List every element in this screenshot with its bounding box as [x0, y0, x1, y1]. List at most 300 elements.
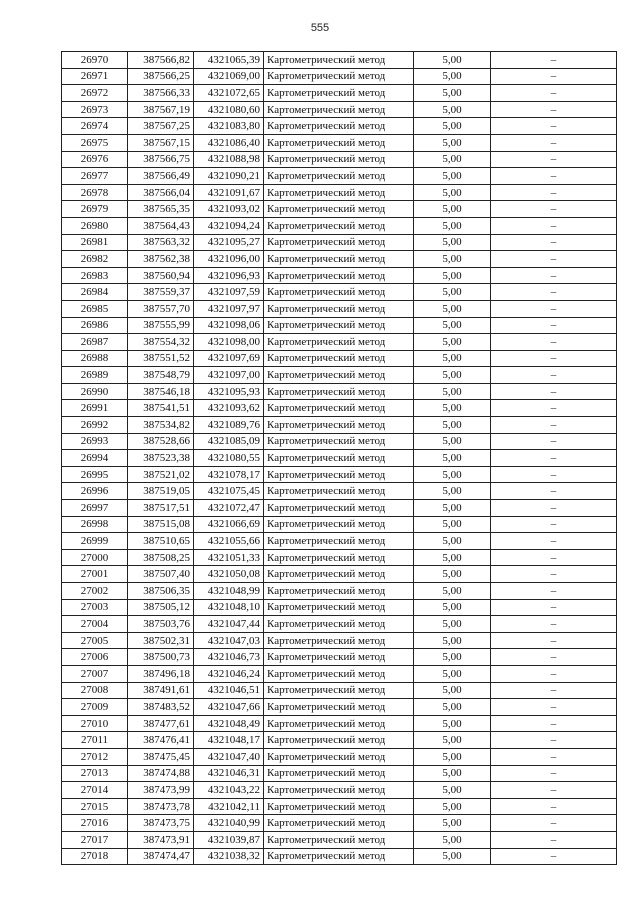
x-coordinate-cell: 387474,88 [128, 765, 194, 782]
y-coordinate-cell: 4321046,31 [194, 765, 264, 782]
point-number-cell: 27015 [62, 798, 128, 815]
accuracy-cell: 5,00 [414, 699, 491, 716]
page-number: 555 [310, 22, 330, 34]
x-coordinate-cell: 387563,32 [128, 234, 194, 251]
note-cell: – [491, 500, 617, 517]
accuracy-cell: 5,00 [414, 367, 491, 384]
note-cell: – [491, 516, 617, 533]
y-coordinate-cell: 4321096,00 [194, 251, 264, 268]
method-cell: Картометрический метод [264, 168, 414, 185]
y-coordinate-cell: 4321095,27 [194, 234, 264, 251]
accuracy-cell: 5,00 [414, 201, 491, 218]
method-cell: Картометрический метод [264, 732, 414, 749]
note-cell: – [491, 533, 617, 550]
y-coordinate-cell: 4321055,66 [194, 533, 264, 550]
table-row [62, 649, 617, 666]
note-cell: – [491, 632, 617, 649]
table-row [62, 134, 617, 151]
method-cell: Картометрический метод [264, 400, 414, 417]
accuracy-cell: 5,00 [414, 151, 491, 168]
point-number-cell: 26974 [62, 118, 128, 135]
y-coordinate-cell: 4321046,24 [194, 665, 264, 682]
point-number-cell: 27003 [62, 599, 128, 616]
y-coordinate-cell: 4321040,99 [194, 815, 264, 832]
accuracy-cell: 5,00 [414, 134, 491, 151]
table-row [62, 267, 617, 284]
point-number-cell: 26975 [62, 134, 128, 151]
accuracy-cell: 5,00 [414, 748, 491, 765]
table-row [62, 566, 617, 583]
accuracy-cell: 5,00 [414, 52, 491, 69]
x-coordinate-cell: 387566,82 [128, 52, 194, 69]
point-number-cell: 26972 [62, 85, 128, 102]
point-number-cell: 26970 [62, 52, 128, 69]
method-cell: Картометрический метод [264, 699, 414, 716]
y-coordinate-cell: 4321047,44 [194, 616, 264, 633]
y-coordinate-cell: 4321048,49 [194, 715, 264, 732]
note-cell: – [491, 417, 617, 434]
accuracy-cell: 5,00 [414, 251, 491, 268]
table-row [62, 831, 617, 848]
point-number-cell: 26987 [62, 334, 128, 351]
x-coordinate-cell: 387554,32 [128, 334, 194, 351]
y-coordinate-cell: 4321091,67 [194, 184, 264, 201]
method-cell: Картометрический метод [264, 616, 414, 633]
table-row [62, 848, 617, 865]
note-cell: – [491, 217, 617, 234]
method-cell: Картометрический метод [264, 450, 414, 467]
table-row [62, 234, 617, 251]
method-cell: Картометрический метод [264, 599, 414, 616]
method-cell: Картометрический метод [264, 533, 414, 550]
point-number-cell: 27014 [62, 782, 128, 799]
note-cell: – [491, 68, 617, 85]
y-coordinate-cell: 4321042,11 [194, 798, 264, 815]
note-cell: – [491, 815, 617, 832]
point-number-cell: 26982 [62, 251, 128, 268]
table-row [62, 466, 617, 483]
table-row [62, 85, 617, 102]
y-coordinate-cell: 4321065,39 [194, 52, 264, 69]
point-number-cell: 26980 [62, 217, 128, 234]
note-cell: – [491, 450, 617, 467]
accuracy-cell: 5,00 [414, 732, 491, 749]
note-cell: – [491, 350, 617, 367]
coordinates-table [61, 51, 617, 865]
method-cell: Картометрический метод [264, 300, 414, 317]
y-coordinate-cell: 4321093,62 [194, 400, 264, 417]
point-number-cell: 26989 [62, 367, 128, 384]
table-row [62, 118, 617, 135]
method-cell: Картометрический метод [264, 583, 414, 600]
x-coordinate-cell: 387477,61 [128, 715, 194, 732]
accuracy-cell: 5,00 [414, 848, 491, 865]
point-number-cell: 26983 [62, 267, 128, 284]
y-coordinate-cell: 4321050,08 [194, 566, 264, 583]
method-cell: Картометрический метод [264, 317, 414, 334]
note-cell: – [491, 798, 617, 815]
y-coordinate-cell: 4321089,76 [194, 417, 264, 434]
method-cell: Картометрический метод [264, 549, 414, 566]
point-number-cell: 26991 [62, 400, 128, 417]
note-cell: – [491, 566, 617, 583]
accuracy-cell: 5,00 [414, 583, 491, 600]
point-number-cell: 26973 [62, 101, 128, 118]
table-row [62, 748, 617, 765]
table-row [62, 665, 617, 682]
x-coordinate-cell: 387528,66 [128, 433, 194, 450]
y-coordinate-cell: 4321088,98 [194, 151, 264, 168]
method-cell: Картометрический метод [264, 267, 414, 284]
accuracy-cell: 5,00 [414, 665, 491, 682]
accuracy-cell: 5,00 [414, 483, 491, 500]
y-coordinate-cell: 4321097,00 [194, 367, 264, 384]
method-cell: Картометрический метод [264, 151, 414, 168]
method-cell: Картометрический метод [264, 848, 414, 865]
table-row [62, 616, 617, 633]
y-coordinate-cell: 4321069,00 [194, 68, 264, 85]
note-cell: – [491, 134, 617, 151]
table-row [62, 201, 617, 218]
note-cell: – [491, 168, 617, 185]
point-number-cell: 26993 [62, 433, 128, 450]
table-row [62, 383, 617, 400]
table-row [62, 599, 617, 616]
point-number-cell: 27016 [62, 815, 128, 832]
table-row [62, 450, 617, 467]
method-cell: Картометрический метод [264, 367, 414, 384]
table-row [62, 732, 617, 749]
point-number-cell: 26976 [62, 151, 128, 168]
table-row [62, 583, 617, 600]
x-coordinate-cell: 387506,35 [128, 583, 194, 600]
accuracy-cell: 5,00 [414, 533, 491, 550]
point-number-cell: 26977 [62, 168, 128, 185]
note-cell: – [491, 334, 617, 351]
y-coordinate-cell: 4321039,87 [194, 831, 264, 848]
note-cell: – [491, 616, 617, 633]
method-cell: Картометрический метод [264, 334, 414, 351]
x-coordinate-cell: 387541,51 [128, 400, 194, 417]
accuracy-cell: 5,00 [414, 433, 491, 450]
method-cell: Картометрический метод [264, 516, 414, 533]
point-number-cell: 26978 [62, 184, 128, 201]
table-row [62, 101, 617, 118]
point-number-cell: 27013 [62, 765, 128, 782]
x-coordinate-cell: 387546,18 [128, 383, 194, 400]
method-cell: Картометрический метод [264, 118, 414, 135]
accuracy-cell: 5,00 [414, 632, 491, 649]
method-cell: Картометрический метод [264, 782, 414, 799]
table-row [62, 682, 617, 699]
x-coordinate-cell: 387505,12 [128, 599, 194, 616]
method-cell: Картометрический метод [264, 649, 414, 666]
x-coordinate-cell: 387507,40 [128, 566, 194, 583]
accuracy-cell: 5,00 [414, 450, 491, 467]
x-coordinate-cell: 387566,49 [128, 168, 194, 185]
accuracy-cell: 5,00 [414, 516, 491, 533]
method-cell: Картометрический метод [264, 831, 414, 848]
table-row [62, 815, 617, 832]
accuracy-cell: 5,00 [414, 217, 491, 234]
note-cell: – [491, 732, 617, 749]
accuracy-cell: 5,00 [414, 815, 491, 832]
table-row [62, 715, 617, 732]
note-cell: – [491, 583, 617, 600]
y-coordinate-cell: 4321047,66 [194, 699, 264, 716]
note-cell: – [491, 831, 617, 848]
x-coordinate-cell: 387557,70 [128, 300, 194, 317]
y-coordinate-cell: 4321047,40 [194, 748, 264, 765]
method-cell: Картометрический метод [264, 765, 414, 782]
x-coordinate-cell: 387500,73 [128, 649, 194, 666]
point-number-cell: 26990 [62, 383, 128, 400]
x-coordinate-cell: 387567,25 [128, 118, 194, 135]
x-coordinate-cell: 387566,33 [128, 85, 194, 102]
table-row [62, 251, 617, 268]
method-cell: Картометрический метод [264, 234, 414, 251]
table-row [62, 184, 617, 201]
point-number-cell: 27001 [62, 566, 128, 583]
x-coordinate-cell: 387473,78 [128, 798, 194, 815]
x-coordinate-cell: 387523,38 [128, 450, 194, 467]
table-row [62, 516, 617, 533]
method-cell: Картометрический метод [264, 201, 414, 218]
accuracy-cell: 5,00 [414, 68, 491, 85]
x-coordinate-cell: 387566,75 [128, 151, 194, 168]
method-cell: Картометрический метод [264, 217, 414, 234]
point-number-cell: 26985 [62, 300, 128, 317]
x-coordinate-cell: 387560,94 [128, 267, 194, 284]
method-cell: Картометрический метод [264, 500, 414, 517]
accuracy-cell: 5,00 [414, 466, 491, 483]
note-cell: – [491, 251, 617, 268]
accuracy-cell: 5,00 [414, 599, 491, 616]
x-coordinate-cell: 387566,04 [128, 184, 194, 201]
method-cell: Картометрический метод [264, 748, 414, 765]
accuracy-cell: 5,00 [414, 500, 491, 517]
x-coordinate-cell: 387565,35 [128, 201, 194, 218]
method-cell: Картометрический метод [264, 815, 414, 832]
accuracy-cell: 5,00 [414, 417, 491, 434]
x-coordinate-cell: 387475,45 [128, 748, 194, 765]
accuracy-cell: 5,00 [414, 798, 491, 815]
point-number-cell: 26998 [62, 516, 128, 533]
accuracy-cell: 5,00 [414, 118, 491, 135]
point-number-cell: 27006 [62, 649, 128, 666]
note-cell: – [491, 549, 617, 566]
x-coordinate-cell: 387496,18 [128, 665, 194, 682]
y-coordinate-cell: 4321086,40 [194, 134, 264, 151]
accuracy-cell: 5,00 [414, 101, 491, 118]
accuracy-cell: 5,00 [414, 184, 491, 201]
note-cell: – [491, 483, 617, 500]
accuracy-cell: 5,00 [414, 782, 491, 799]
x-coordinate-cell: 387521,02 [128, 466, 194, 483]
y-coordinate-cell: 4321093,02 [194, 201, 264, 218]
x-coordinate-cell: 387510,65 [128, 533, 194, 550]
accuracy-cell: 5,00 [414, 616, 491, 633]
y-coordinate-cell: 4321048,17 [194, 732, 264, 749]
method-cell: Картометрический метод [264, 284, 414, 301]
x-coordinate-cell: 387508,25 [128, 549, 194, 566]
table-row [62, 483, 617, 500]
x-coordinate-cell: 387476,41 [128, 732, 194, 749]
accuracy-cell: 5,00 [414, 317, 491, 334]
method-cell: Картометрический метод [264, 184, 414, 201]
note-cell: – [491, 151, 617, 168]
accuracy-cell: 5,00 [414, 549, 491, 566]
accuracy-cell: 5,00 [414, 682, 491, 699]
accuracy-cell: 5,00 [414, 715, 491, 732]
note-cell: – [491, 599, 617, 616]
y-coordinate-cell: 4321085,09 [194, 433, 264, 450]
note-cell: – [491, 317, 617, 334]
table-row [62, 433, 617, 450]
y-coordinate-cell: 4321072,47 [194, 500, 264, 517]
table-row [62, 400, 617, 417]
y-coordinate-cell: 4321098,06 [194, 317, 264, 334]
note-cell: – [491, 52, 617, 69]
point-number-cell: 27004 [62, 616, 128, 633]
table-row [62, 500, 617, 517]
accuracy-cell: 5,00 [414, 765, 491, 782]
method-cell: Картометрический метод [264, 52, 414, 69]
method-cell: Картометрический метод [264, 566, 414, 583]
x-coordinate-cell: 387491,61 [128, 682, 194, 699]
point-number-cell: 27009 [62, 699, 128, 716]
y-coordinate-cell: 4321038,32 [194, 848, 264, 865]
y-coordinate-cell: 4321048,10 [194, 599, 264, 616]
y-coordinate-cell: 4321097,97 [194, 300, 264, 317]
note-cell: – [491, 665, 617, 682]
method-cell: Картометрический метод [264, 798, 414, 815]
x-coordinate-cell: 387473,99 [128, 782, 194, 799]
x-coordinate-cell: 387519,05 [128, 483, 194, 500]
y-coordinate-cell: 4321097,69 [194, 350, 264, 367]
point-number-cell: 27010 [62, 715, 128, 732]
point-number-cell: 27000 [62, 549, 128, 566]
note-cell: – [491, 400, 617, 417]
x-coordinate-cell: 387548,79 [128, 367, 194, 384]
point-number-cell: 26992 [62, 417, 128, 434]
table-row [62, 284, 617, 301]
table-row [62, 782, 617, 799]
point-number-cell: 26995 [62, 466, 128, 483]
table-row [62, 52, 617, 69]
y-coordinate-cell: 4321090,21 [194, 168, 264, 185]
accuracy-cell: 5,00 [414, 300, 491, 317]
note-cell: – [491, 118, 617, 135]
y-coordinate-cell: 4321083,80 [194, 118, 264, 135]
x-coordinate-cell: 387503,76 [128, 616, 194, 633]
accuracy-cell: 5,00 [414, 267, 491, 284]
method-cell: Картометрический метод [264, 715, 414, 732]
note-cell: – [491, 682, 617, 699]
table-row [62, 549, 617, 566]
method-cell: Картометрический метод [264, 383, 414, 400]
table-row [62, 417, 617, 434]
x-coordinate-cell: 387566,25 [128, 68, 194, 85]
y-coordinate-cell: 4321043,22 [194, 782, 264, 799]
x-coordinate-cell: 387515,08 [128, 516, 194, 533]
y-coordinate-cell: 4321096,93 [194, 267, 264, 284]
table-row [62, 317, 617, 334]
y-coordinate-cell: 4321097,59 [194, 284, 264, 301]
note-cell: – [491, 715, 617, 732]
y-coordinate-cell: 4321046,73 [194, 649, 264, 666]
point-number-cell: 26988 [62, 350, 128, 367]
method-cell: Картометрический метод [264, 417, 414, 434]
x-coordinate-cell: 387502,31 [128, 632, 194, 649]
note-cell: – [491, 284, 617, 301]
y-coordinate-cell: 4321048,99 [194, 583, 264, 600]
x-coordinate-cell: 387517,51 [128, 500, 194, 517]
x-coordinate-cell: 387555,99 [128, 317, 194, 334]
point-number-cell: 27002 [62, 583, 128, 600]
x-coordinate-cell: 387473,75 [128, 815, 194, 832]
point-number-cell: 26981 [62, 234, 128, 251]
accuracy-cell: 5,00 [414, 649, 491, 666]
x-coordinate-cell: 387551,52 [128, 350, 194, 367]
point-number-cell: 26979 [62, 201, 128, 218]
table-row [62, 334, 617, 351]
y-coordinate-cell: 4321075,45 [194, 483, 264, 500]
note-cell: – [491, 433, 617, 450]
method-cell: Картометрический метод [264, 433, 414, 450]
x-coordinate-cell: 387567,15 [128, 134, 194, 151]
point-number-cell: 26971 [62, 68, 128, 85]
note-cell: – [491, 267, 617, 284]
accuracy-cell: 5,00 [414, 234, 491, 251]
y-coordinate-cell: 4321080,55 [194, 450, 264, 467]
method-cell: Картометрический метод [264, 466, 414, 483]
x-coordinate-cell: 387483,52 [128, 699, 194, 716]
note-cell: – [491, 367, 617, 384]
point-number-cell: 27017 [62, 831, 128, 848]
y-coordinate-cell: 4321072,65 [194, 85, 264, 102]
y-coordinate-cell: 4321080,60 [194, 101, 264, 118]
accuracy-cell: 5,00 [414, 350, 491, 367]
method-cell: Картометрический метод [264, 350, 414, 367]
note-cell: – [491, 234, 617, 251]
method-cell: Картометрический метод [264, 68, 414, 85]
method-cell: Картометрический метод [264, 101, 414, 118]
accuracy-cell: 5,00 [414, 334, 491, 351]
table-row [62, 168, 617, 185]
point-number-cell: 27018 [62, 848, 128, 865]
x-coordinate-cell: 387559,37 [128, 284, 194, 301]
table-row [62, 151, 617, 168]
table-row [62, 632, 617, 649]
accuracy-cell: 5,00 [414, 566, 491, 583]
y-coordinate-cell: 4321047,03 [194, 632, 264, 649]
note-cell: – [491, 101, 617, 118]
accuracy-cell: 5,00 [414, 831, 491, 848]
y-coordinate-cell: 4321078,17 [194, 466, 264, 483]
y-coordinate-cell: 4321094,24 [194, 217, 264, 234]
table-row [62, 798, 617, 815]
method-cell: Картометрический метод [264, 85, 414, 102]
y-coordinate-cell: 4321098,00 [194, 334, 264, 351]
x-coordinate-cell: 387567,19 [128, 101, 194, 118]
method-cell: Картометрический метод [264, 665, 414, 682]
method-cell: Картометрический метод [264, 134, 414, 151]
note-cell: – [491, 466, 617, 483]
accuracy-cell: 5,00 [414, 85, 491, 102]
note-cell: – [491, 300, 617, 317]
method-cell: Картометрический метод [264, 251, 414, 268]
